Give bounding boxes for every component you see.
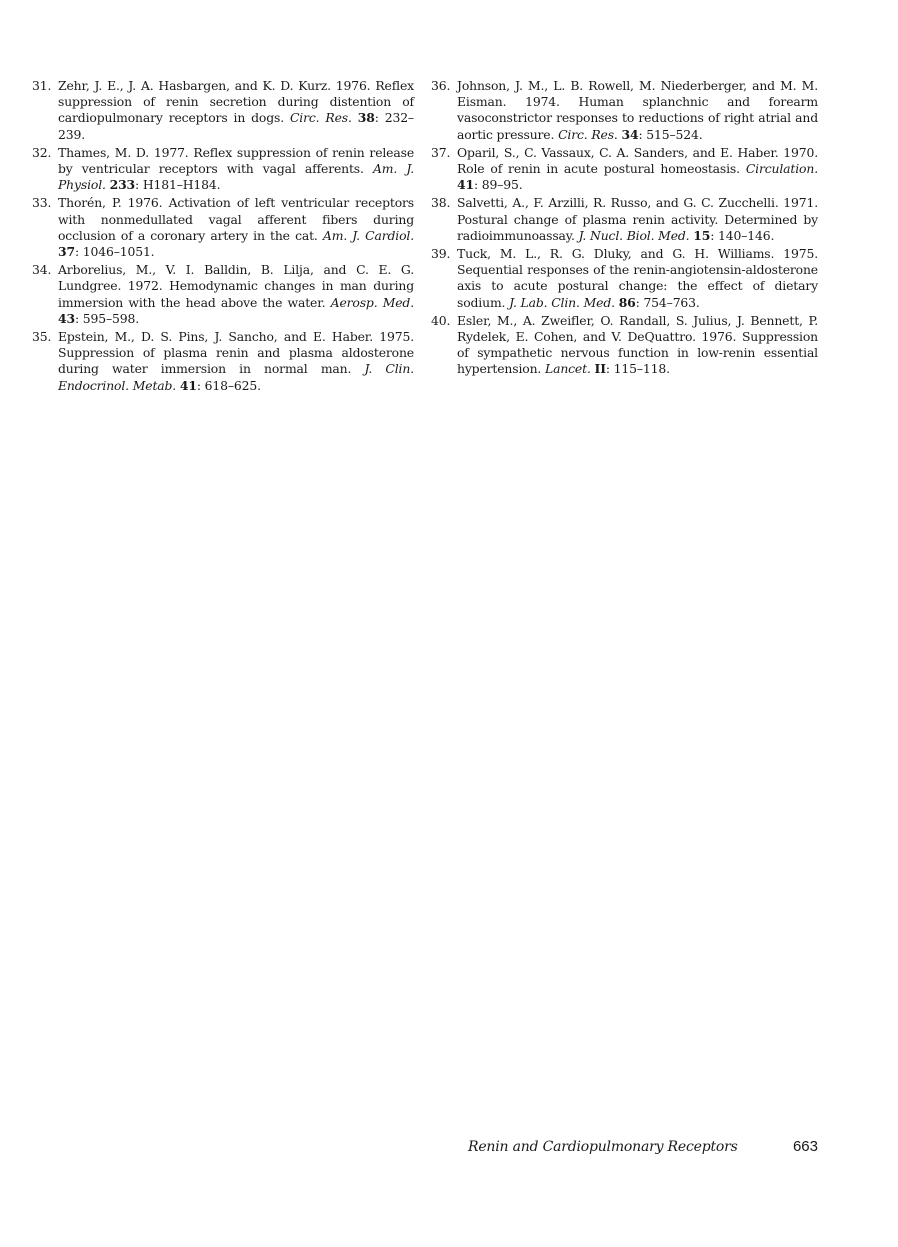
citation-text: Thames, M. D. 1977. Reflex suppression of renin release by ventricular receptors with vagal afferents.	[58, 144, 414, 177]
citation-text: : 140–146.	[710, 227, 775, 243]
journal-name: J. Lab. Clin. Med.	[509, 294, 615, 310]
reference-number: 36.	[431, 78, 451, 93]
reference-text	[58, 195, 414, 260]
volume-number: 41	[457, 177, 474, 193]
volume-number: 86	[618, 294, 636, 310]
reference-number: 31.	[32, 78, 52, 93]
reference-number: 40.	[431, 312, 451, 328]
citation-text: Tuck, M. L., R. G. Dluky, and G. H. Williams. 1975. Sequential responses of the renin-angiotensin-aldosterone axis to acute postural change: the effect of dietary sodium.	[457, 246, 818, 310]
journal-name: Aerosp. Med.	[330, 294, 415, 310]
citation-text: Epstein, M., D. S. Pins, J. Sancho, and E. Haber. 1975. Suppression of plasma renin and plasma aldosterone during water immersion in normal man.	[58, 329, 414, 377]
reference-number: 38.	[431, 195, 451, 211]
reference-text	[457, 78, 818, 143]
reference-text	[58, 329, 414, 394]
reference-number: 37.	[431, 144, 451, 160]
citation-text: Zehr, J. E., J. A. Hasbargen, and K. D. Kurz. 1976. Reflex suppression of renin secretion during distention of cardiopulmonary receptors in dogs.	[58, 78, 414, 126]
journal-name: Circ. Res.	[558, 126, 618, 142]
reference-item	[431, 145, 818, 194]
reference-text	[58, 145, 414, 194]
reference-item	[32, 262, 414, 327]
reference-text	[457, 145, 818, 194]
citation-text: : 515–524.	[638, 126, 703, 142]
reference-item	[32, 145, 414, 194]
citation-text: : 618–625.	[196, 377, 261, 393]
reference-item	[32, 195, 414, 260]
references-column-left	[32, 78, 414, 396]
reference-number: 33.	[32, 195, 52, 211]
citation-text: Oparil, S., C. Vassaux, C. A. Sanders, and E. Haber. 1970. Role of renin in acute postural homeostasis.	[457, 144, 818, 177]
volume-number: II	[594, 361, 606, 377]
citation-text: : 754–763.	[635, 294, 700, 310]
citation-text: : 1046–1051.	[74, 244, 155, 260]
page-number: 663	[792, 1138, 818, 1155]
volume-number: 15	[693, 227, 711, 243]
citation-text: Thorén, P. 1976. Activation of left ventricular receptors with nonmedullated vagal afferent fibers during occlusion of a coronary artery in the cat.	[58, 195, 414, 243]
volume-number: 233	[109, 177, 136, 193]
citation-text: Salvetti, A., F. Arzilli, R. Russo, and G. C. Zucchelli. 1971. Postural change of plasma renin activity. Determined by radioimmunoassay.	[457, 195, 818, 243]
reference-item	[32, 78, 414, 143]
citation-text: Esler, M., A. Zweifler, O. Randall, S. Julius, J. Bennett, P. Rydelek, E. Cohen, and V. DeQuattro. 1976. Suppression of sympathetic nervous function in low-renin essential hypertension.	[457, 312, 818, 377]
reference-item	[431, 313, 818, 378]
reference-text	[58, 262, 414, 327]
reference-item	[431, 195, 818, 244]
citation-text: : 232–239.	[58, 110, 414, 142]
reference-text	[457, 313, 818, 378]
journal-name: J. Clin. Endocrinol. Metab.	[58, 361, 414, 393]
volume-number: 41	[179, 377, 197, 393]
volume-number: 37	[58, 244, 75, 260]
reference-number: 35.	[32, 329, 52, 345]
journal-name: J. Nucl. Biol. Med.	[578, 227, 690, 243]
references-column-right	[431, 78, 818, 380]
journal-name: Circulation.	[745, 161, 818, 177]
reference-item	[32, 329, 414, 394]
running-head: Renin and Cardiopulmonary Receptors	[468, 1139, 738, 1155]
reference-text	[457, 246, 818, 311]
reference-number: 32.	[32, 144, 52, 160]
reference-item	[431, 78, 818, 143]
journal-name: Circ. Res.	[289, 110, 352, 126]
citation-text: : 89–95.	[473, 177, 523, 193]
journal-name: Am. J. Cardiol.	[322, 227, 414, 243]
citation-text: : 595–598.	[74, 310, 140, 326]
citation-text: Arborelius, M., V. I. Balldin, B. Lilja, and C. E. G. Lundgree. 1972. Hemodynamic changes in man during immersion with the head above the water.	[58, 262, 414, 310]
citation-text: : H181–H184.	[135, 177, 221, 193]
citation-text: Johnson, J. M., L. B. Rowell, M. Niederberger, and M. M. Eisman. 1974. Human splanchnic and forearm vasoconstrictor responses to reductions of right atrial and aortic pressure.	[457, 78, 818, 142]
reference-text	[58, 78, 414, 143]
citation-text: : 115–118.	[605, 361, 670, 377]
reference-number: 34.	[32, 262, 52, 278]
volume-number: 34	[621, 126, 639, 142]
reference-text	[457, 195, 818, 244]
reference-number: 39.	[431, 246, 451, 262]
volume-number: 43	[58, 310, 75, 326]
journal-name: Lancet.	[545, 361, 591, 377]
reference-item	[431, 246, 818, 311]
volume-number: 38	[357, 110, 375, 126]
journal-name: Am. J. Physiol.	[58, 161, 414, 193]
